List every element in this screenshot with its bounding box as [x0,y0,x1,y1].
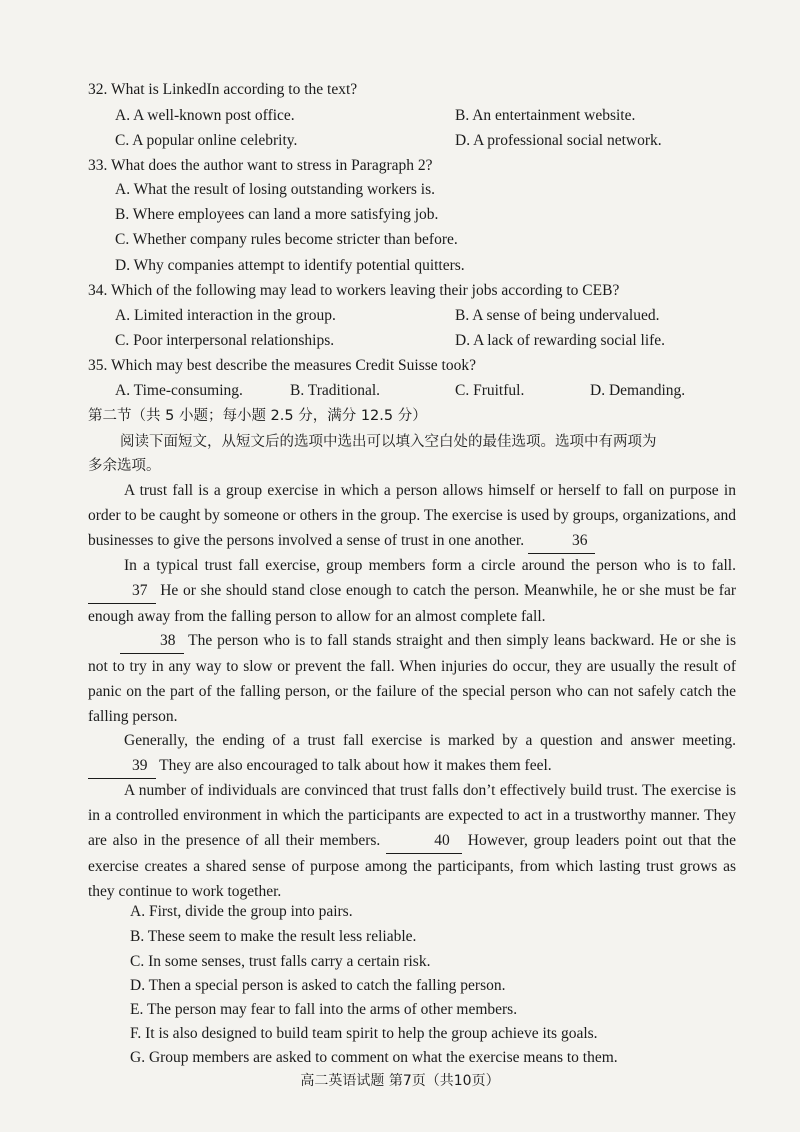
q34-option-b: B. A sense of being undervalued. [455,307,660,324]
option-b: B. These seem to make the result less reliable. [130,928,417,945]
passage-paragraph-2 [88,553,736,629]
blank-36[interactable]: 36 [528,528,596,554]
q33-stem: 33. What does the author want to stress in Paragraph 2? [88,157,433,174]
paragraph-2-text-a: In a typical trust fall exercise, group members form a circle around the person who is to fall. [124,557,736,574]
q32-option-c: C. A popular online celebrity. [115,132,298,149]
paragraph-1-text: A trust fall is a group exercise in which a person allows himself or herself to fall on purpose in order to be caught by someone or others in the group. The exercise is used by groups, organizations, and businesses to give the persons involved a sense of trust in one another. [88,482,736,549]
blank-38[interactable]: 38 [120,628,184,654]
option-g: G. Group members are asked to comment on what the exercise means to them. [130,1049,618,1066]
paragraph-3-text: The person who is to fall stands straight and then simply leans backward. He or she is not to try in any way to slow or prevent the fall. When injuries do occur, they are usually the result of panic on the part of the falling person, or the failure of the special person who can not safely catch the falling person. [88,632,736,725]
q34-option-d: D. A lack of rewarding social life. [455,332,666,349]
blank-40[interactable]: 40 [386,828,462,854]
q35-option-d: D. Demanding. [590,382,686,399]
option-d: D. Then a special person is asked to catch the falling person. [130,977,506,994]
blank-39[interactable]: 39 [88,753,156,779]
passage-paragraph-4 [88,728,736,779]
q32-option-a: A. A well-known post office. [115,107,295,124]
q35-option-c: C. Fruitful. [455,382,525,399]
q32-stem: 32. What is LinkedIn according to the text? [88,81,358,98]
q33-option-b: B. Where employees can land a more satisfying job. [115,206,439,223]
q34-stem: 34. Which of the following may lead to workers leaving their jobs according to CEB? [88,282,620,299]
paragraph-5-text-a: A number of individuals are convinced that trust falls don’t effectively build trust. The exercise is in a controlled environment in which the participants are expected to act in a trustworthy manner. They are also in the presence of all their members. [88,782,736,849]
q34-option-a: A. Limited interaction in the group. [115,307,336,324]
paragraph-5-text-b: However, group leaders point out that the exercise creates a shared sense of purpose among the participants, from which lasting trust grows as they continue to work together. [88,832,736,900]
page-footer: 高二英语试题 第7页（共10页） [300,1073,500,1089]
q33-option-a: A. What the result of losing outstanding workers is. [115,181,436,198]
q35-option-b: B. Traditional. [290,382,381,399]
q33-option-d: D. Why companies attempt to identify potential quitters. [115,257,465,274]
passage-paragraph-3 [88,628,736,729]
passage-paragraph-5 [88,778,736,904]
section-instruction-line-2: 多余选项。 [88,458,161,474]
option-e: E. The person may fear to fall into the arms of other members. [130,1001,518,1018]
q32-option-d: D. A professional social network. [455,132,662,149]
option-c: C. In some senses, trust falls carry a certain risk. [130,953,431,970]
q35-stem: 35. Which may best describe the measures Credit Suisse took? [88,357,476,374]
paragraph-4-text: Generally, the ending of a trust fall exercise is marked by a question and answer meeting. [124,732,736,749]
passage-paragraph-1 [88,478,736,554]
section-heading: 第二节（共 5 小题；每小题 2.5 分，满分 12.5 分） [88,408,427,424]
q32-option-b: B. An entertainment website. [455,107,636,124]
paragraph-4-text-b: They are also encouraged to talk about how it makes them feel. [159,757,552,774]
q34-option-c: C. Poor interpersonal relationships. [115,332,335,349]
blank-37[interactable]: 37 [88,578,156,604]
q35-option-a: A. Time-consuming. [115,382,243,399]
paragraph-2-text-b: He or she should stand close enough to catch the person. Meanwhile, he or she must be far enough away from the falling person to allow for an almost complete fall. [88,582,736,625]
q33-option-c: C. Whether company rules become stricter than before. [115,231,458,248]
section-instruction-line-1: 阅读下面短文，从短文后的选项中选出可以填入空白处的最佳选项。选项中有两项为 [120,434,657,450]
option-a: A. First, divide the group into pairs. [130,903,353,920]
option-f: F. It is also designed to build team spirit to help the group achieve its goals. [130,1025,598,1042]
